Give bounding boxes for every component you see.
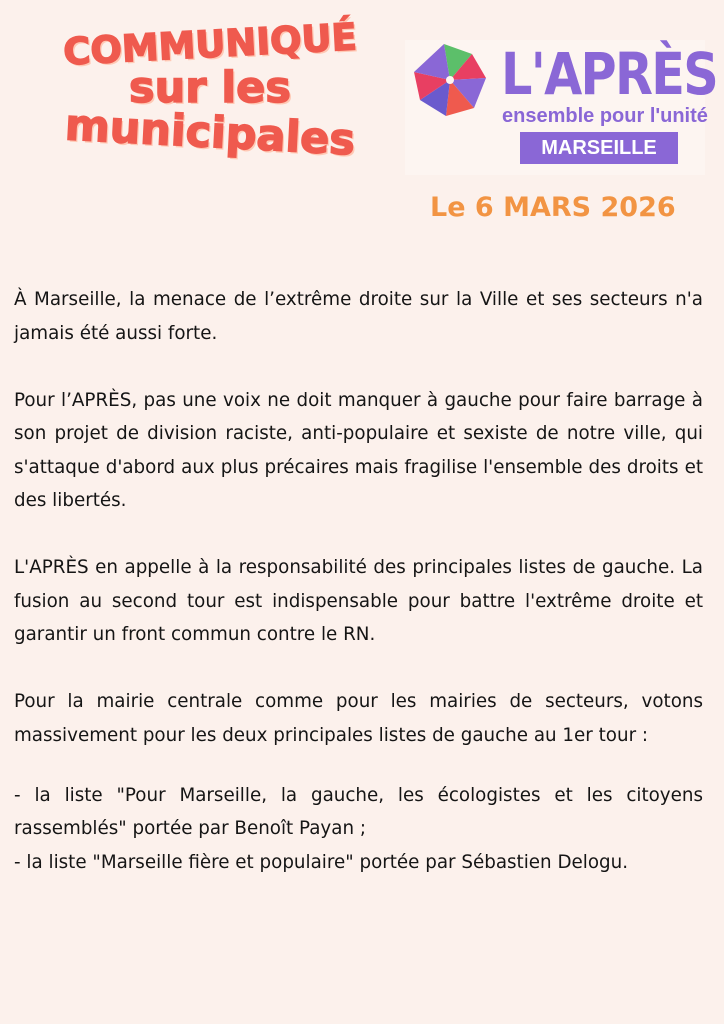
list-item: - la liste "Marseille fière et populaire" portée par Sébastien Delogu. [14,851,629,873]
candidate-list [14,779,703,880]
title-line-1: COMMUNIQUÉ [62,15,358,74]
communique-body [14,283,703,879]
brand-logo [405,40,718,175]
publication-date: Le 6 MARS 2026 [430,192,676,223]
paragraph: Pour l’APRÈS, pas une voix ne doit manquer à gauche pour faire barrage à son projet de division raciste, anti-populaire et sexiste de notre ville, qui s'attaque d'abord aux plus précaires mais fragilise l'ensemble des droits et des libertés. [14,389,703,511]
paragraph: L'APRÈS en appelle à la responsabilité des principales listes de gauche. La fusion au second tour est indispensable pour battre l'extrême droite et garantir un front commun contre le RN. [14,557,703,645]
brand-tagline: ensemble pour l'unité [502,105,708,127]
paragraph: À Marseille, la menace de l’extrême droite sur la Ville et ses secteurs n'a jamais été aussi forte. [14,289,703,344]
brand-city-badge: MARSEILLE [520,132,678,164]
list-item: - la liste "Pour Marseille, la gauche, les écologistes et les citoyens rassemblés" portée par Benoît Payan ; [14,784,703,839]
title-line-2: sur les [129,63,291,113]
title-line-3: municipales [63,100,357,166]
communique-title [20,16,400,186]
pinwheel-flower-icon [410,40,490,120]
brand-name: L'APRÈS [501,40,718,108]
paragraph: Pour la mairie centrale comme pour les mairies de secteurs, votons massivement pour les deux principales listes de gauche au 1er tour : [14,691,703,746]
